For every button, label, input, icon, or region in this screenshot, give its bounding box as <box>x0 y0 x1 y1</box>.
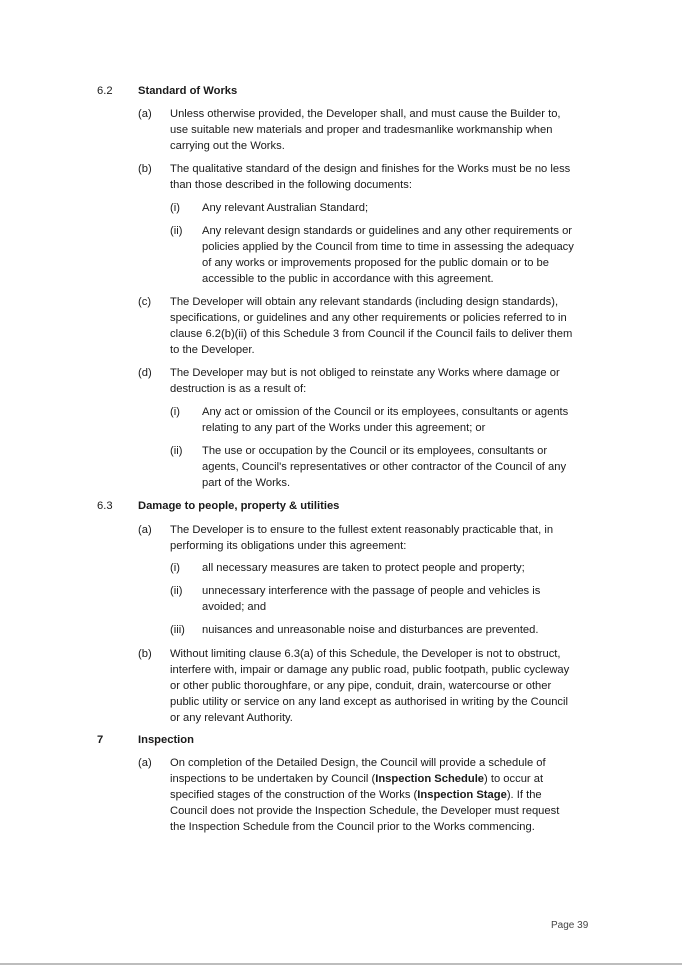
text-run: inspections to be undertaken by Council ( <box>170 773 376 786</box>
clause-text-line: or other public thoroughfare, or any pipe, conduit, drain, watercourse or other <box>170 680 552 693</box>
clause-label: (c) <box>138 296 152 308</box>
clause-text-line: Council does not provide the Inspection Schedule, the Developer must request <box>170 805 560 818</box>
clause-text-line: to the Developer. <box>170 344 255 357</box>
subclause-text-line: part of the Works. <box>202 477 291 490</box>
subclause-text-line: Any relevant design standards or guidelines and any other requirements or <box>202 225 573 237</box>
subclause-text-line: avoided; and <box>202 601 267 614</box>
clause-text-line: The Developer is to ensure to the fullest extent reasonably practicable that, in <box>170 524 554 536</box>
subclause-text-line: Any act or omission of the Council or its employees, consultants or agents <box>202 406 569 418</box>
section-number: 6.2 <box>97 85 113 97</box>
clause-text-line: Without limiting clause 6.3(a) of this Schedule, the Developer is not to obstruct, <box>170 648 561 660</box>
text-run: specified stages of the construction of the Works ( <box>170 789 418 802</box>
clause-label: (d) <box>138 367 152 379</box>
subclause-text-line: unnecessary interference with the passage of people and vehicles is <box>202 585 541 597</box>
clause-text-line: use suitable new materials and proper and tradesmanlike workmanship when <box>170 124 553 137</box>
subclause-text-line: relating to any part of the Works under this agreement; or <box>202 422 486 435</box>
subclause-text-line: The use or occupation by the Council or its employees, consultants or <box>202 445 548 457</box>
clause-text-line: The Developer will obtain any relevant standards (including design standards), <box>170 296 559 308</box>
subclause-label: (i) <box>170 202 180 214</box>
clause-label: (b) <box>138 163 152 175</box>
page-number: Page 39 <box>551 920 589 931</box>
subclause-text-line: accessible to the public in accordance with this agreement. <box>202 273 494 286</box>
subclause-text-line: policies applied by the Council from time to time in assessing the adequacy <box>202 241 574 254</box>
subclause-text-line: all necessary measures are taken to protect people and property; <box>202 562 525 574</box>
clause-label: (a) <box>138 524 152 536</box>
clause-label: (a) <box>138 108 152 120</box>
subclause-label: (ii) <box>170 225 183 237</box>
clause-text-line: than those described in the following documents: <box>170 179 412 192</box>
clause-text-line: interfere with, impair or damage any public road, public footpath, public cycleway <box>170 664 570 677</box>
clause-text-line: public utility or service on any land except as authorised in writing by the Council <box>170 696 568 709</box>
clause-text-line: clause 6.2(b)(ii) of this Schedule 3 from Council if the Council fails to deliver them <box>170 328 573 341</box>
section-heading: Inspection <box>138 734 194 746</box>
section-heading: Standard of Works <box>138 85 238 97</box>
clause-label: (b) <box>138 648 152 660</box>
subclause-text-line: nuisances and unreasonable noise and disturbances are prevented. <box>202 624 539 636</box>
defined-term: Inspection Stage <box>417 789 507 802</box>
subclause-label: (i) <box>170 562 180 574</box>
clause-text-line: The qualitative standard of the design and finishes for the Works must be no less <box>170 163 571 175</box>
clause-text-line: carrying out the Works. <box>170 140 285 153</box>
subclause-label: (iii) <box>170 624 185 636</box>
section-number: 6.3 <box>97 500 113 512</box>
subclause-text-line: agents, Council's representatives or other contractor of the Council of any <box>202 461 567 474</box>
clause-text-line: specifications, or guidelines and any other requirements or policies referred to in <box>170 312 567 325</box>
clause-text-line <box>170 787 542 803</box>
clause-text-line: On completion of the Detailed Design, the Council will provide a schedule of <box>170 757 546 769</box>
clause-text-line: the Inspection Schedule from the Council prior to the Works commencing. <box>170 821 535 834</box>
section-heading: Damage to people, property & utilities <box>138 500 340 512</box>
clause-text-line <box>170 771 543 787</box>
defined-term: Inspection Schedule <box>375 773 485 786</box>
text-run: ). If the <box>506 789 542 802</box>
section-number: 7 <box>97 734 104 746</box>
text-run: ) to occur at <box>484 773 544 786</box>
subclause-label: (ii) <box>170 585 183 597</box>
subclause-text-line: Any relevant Australian Standard; <box>202 202 369 214</box>
subclause-label: (i) <box>170 406 180 418</box>
clause-text-line: destruction is as a result of: <box>170 383 307 396</box>
clause-label: (a) <box>138 757 152 769</box>
subclause-text-line: of any works or improvements proposed for the public domain or to be <box>202 257 549 270</box>
clause-text-line: Unless otherwise provided, the Developer shall, and must cause the Builder to, <box>170 108 561 120</box>
clause-text-line: or any relevant Authority. <box>170 712 293 725</box>
clause-text-line: performing its obligations under this agreement: <box>170 540 407 553</box>
clause-text-line: The Developer may but is not obliged to reinstate any Works where damage or <box>170 367 560 379</box>
subclause-label: (ii) <box>170 445 183 457</box>
